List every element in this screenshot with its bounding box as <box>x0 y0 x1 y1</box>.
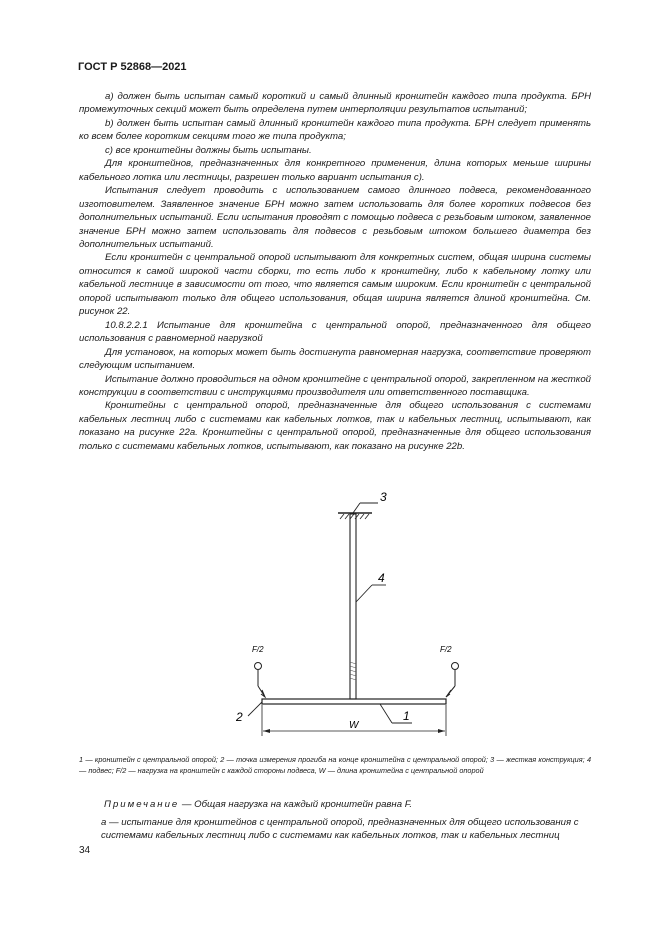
load-arrow-right <box>446 686 455 697</box>
label-3: 3 <box>380 490 387 504</box>
load-arrow-left <box>258 686 265 697</box>
label-2: 2 <box>236 710 243 724</box>
load-point-left <box>255 663 262 670</box>
paragraph-a: а) должен быть испытан самый короткий и самый длинный кронштейн каждого типа продукта. БРН промежуточных секций может быть определена путем интерполяции результатов испытаний; <box>79 91 591 116</box>
force-label-left: F/2 <box>252 645 264 654</box>
rigid-structure-hatch <box>340 514 369 519</box>
width-label: W <box>349 720 359 731</box>
page-number: 34 <box>79 845 91 856</box>
label-4: 4 <box>378 571 385 585</box>
paragraph-tests: Испытания следует проводить с использованием самого длинного подвеса, рекомендованного изготовителем. Заявленное значение БРН можно затем использовать для более коротких подвесов без дополнительных испытаний. Если испытания проводят с помощью подвеса с резьбовым штоком, заявленное значение БРН можно затем использовать для подвесов с резьбовым штоком большего диаметра без дополнительных испытаний. <box>79 185 591 250</box>
paragraph-c: с) все кронштейны должны быть испытаны. <box>105 144 312 156</box>
paragraph-specific-brackets: Для кронштейнов, предназначенных для конкретного применения, длина которых меньше ширины кабельного лотка или лестницы, разрешен только вариант испытания с). <box>79 158 591 183</box>
force-label-right: F/2 <box>440 645 452 654</box>
hanger-thread <box>350 662 356 680</box>
leader-1 <box>380 704 392 723</box>
paragraph-single-bracket: Испытание должно проводиться на одном кронштейне с центральной опорой, закрепленном на жесткой конструкции в соответствии с инструкциями производителя или ответственного поставщика. <box>79 373 591 398</box>
leader-4 <box>356 585 372 602</box>
paragraph-central-support: Если кронштейн с центральной опорой испытывают для конкретных систем, общая ширина системы относится к самой широкой части сборки, то есть либо к кронштейну, либо к кабельному лотку или кабельной лестнице в зависимости от того, что является самым широким. Если кронштейн с центральной опорой испытывают только для общего использования, общая ширина является длиной кронштейна. См. рисунок 22. <box>79 252 591 318</box>
leader-2 <box>248 702 262 716</box>
paragraph-figure-ref: Кронштейны с центральной опорой, предназначенные для общего использования с системами кабельных лестниц либо с системами как кабельных лотков, так и кабельных лестниц, испытывают, как показано на рисунке 22а. Кронштейны с центральной опорой, предназначенные для общего использования только с системами кабельных лотков, испытывают, как показано на рисунке 22b. <box>79 400 591 452</box>
paragraph-b: b) должен быть испытан самый длинный кронштейн каждого типа продукта. БРН следует применять ко всем более коротким секциям того же типа продукта; <box>79 117 591 143</box>
section-heading: 10.8.2.2.1 Испытание для кронштейна с центральной опорой, предназначенного для общего использования с равномерной нагрузкой <box>79 319 591 345</box>
figure-caption: а — испытание для кронштейнов с центральной опорой, предназначенных для общего использования с системами кабельных лестниц либо с системами как кабельных лотков, так и кабельных лестниц <box>101 817 579 841</box>
label-1: 1 <box>403 709 410 723</box>
leader-3 <box>353 503 360 513</box>
paragraph-uniform-load: Для установок, на которых может быть достигнута равномерная нагрузка, соответствие проверяют следующим испытанием. <box>79 346 591 372</box>
bracket-beam <box>262 699 446 704</box>
figure-legend: 1 — кронштейн с центральной опорой; 2 — точка измерения прогиба на конце кронштейна с центральной опорой; 3 — жесткая конструкция; 4 — подвес; F/2 — нагрузка на кронштейн с каждой стороны подвеса, W — длина кронштейна с центральной опорой <box>79 755 591 775</box>
load-point-right <box>452 663 459 670</box>
note-label: Примечание <box>104 799 180 810</box>
note-text: — Общая нагрузка на каждый кронштейн равна F. <box>179 799 412 810</box>
note <box>104 799 412 810</box>
document-header: ГОСТ Р 52868—2021 <box>78 61 187 73</box>
